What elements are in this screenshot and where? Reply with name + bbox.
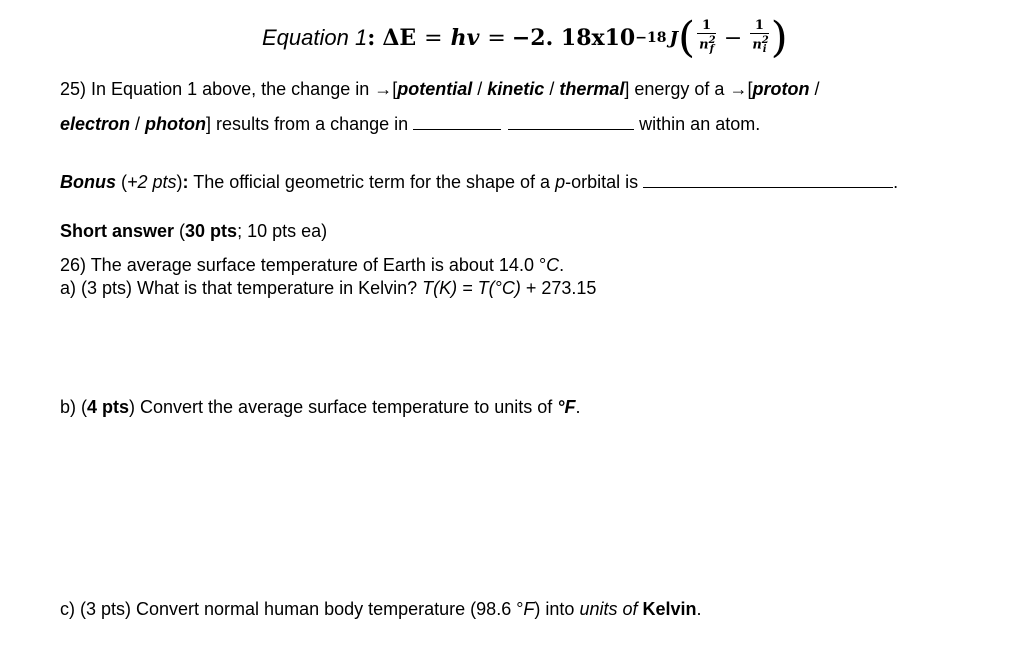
q26c-text: c) (3 pts) Convert normal human body temperature (98.6 ° xyxy=(60,599,524,619)
q26c-mid: ) into xyxy=(534,599,580,619)
equation-unit: J xyxy=(669,27,678,49)
q25-mid-text: energy of a xyxy=(629,79,730,99)
option-photon: photon xyxy=(145,114,207,134)
paren: ( xyxy=(116,172,127,192)
question-26c xyxy=(60,598,702,620)
bonus-text-2: -orbital is xyxy=(565,172,644,192)
bracket: [ xyxy=(747,79,753,99)
q26b-text: ) Convert the average surface temperature to units of xyxy=(129,397,558,417)
arrow-icon: → xyxy=(729,79,748,99)
equation-label: Equation 1 xyxy=(262,25,368,50)
equation-1 xyxy=(262,13,788,62)
separator: / xyxy=(130,114,146,134)
option-electron: electron xyxy=(60,114,131,134)
paren: ( xyxy=(174,221,186,241)
denominator-power: 2 xyxy=(708,35,716,47)
equation-coefficient: −2. 18x10 xyxy=(511,25,636,51)
denominator-subscript: f xyxy=(709,43,714,55)
bonus-colon: : xyxy=(182,172,189,192)
q25-prefix: 25) In Equation 1 above, the change in xyxy=(60,79,375,99)
fraction-denominator xyxy=(750,34,768,57)
q25-line2-end: within an atom. xyxy=(634,114,761,134)
question-26b xyxy=(60,396,580,418)
q26a-text: a) (3 pts) What is that temperature in Kelvin? xyxy=(60,278,423,298)
period: . xyxy=(559,255,565,275)
short-answer-heading xyxy=(60,220,327,242)
period: . xyxy=(893,172,899,192)
question-25-line-2 xyxy=(60,113,760,135)
equation-equals-1: = xyxy=(424,25,443,51)
denominator-subscript: i xyxy=(762,43,767,55)
q25-line2-text: results from a change in xyxy=(211,114,414,134)
short-answer-points-detail: ; 10 pts ea) xyxy=(237,221,328,241)
question-25-line-1 xyxy=(60,78,819,100)
bracket: ] xyxy=(624,79,630,99)
bonus-answer-blank[interactable] xyxy=(643,171,893,188)
bonus-question xyxy=(60,171,898,193)
units-of-text: units of xyxy=(579,599,638,619)
kelvin-formula-offset: + 273.15 xyxy=(520,278,597,298)
n-variable: n xyxy=(699,37,709,53)
equation-colon: : xyxy=(367,25,376,51)
option-kinetic: kinetic xyxy=(487,79,545,99)
question-26a xyxy=(60,277,596,299)
equation-equals-2: = xyxy=(487,25,506,51)
separator: / xyxy=(544,79,560,99)
bracket: ] xyxy=(206,114,212,134)
question-26-intro xyxy=(60,254,564,276)
period: . xyxy=(696,599,702,619)
equation-open-paren: ( xyxy=(677,13,696,62)
option-potential: potential xyxy=(397,79,473,99)
fraction-denominator xyxy=(697,34,716,57)
arrow-icon: → xyxy=(374,79,393,99)
option-proton: proton xyxy=(752,79,810,99)
equation-fraction-initial xyxy=(750,19,768,57)
celsius-unit: C xyxy=(546,255,560,275)
q26b-prefix: b) ( xyxy=(60,397,87,417)
equation-hv: hv xyxy=(450,25,480,51)
q26-intro-text: 26) The average surface temperature of Earth is about 14.0 ° xyxy=(60,255,547,275)
bracket: [ xyxy=(392,79,398,99)
denominator-power: 2 xyxy=(761,35,769,47)
answer-blank-1[interactable] xyxy=(413,113,501,130)
fraction-numerator: 1 xyxy=(754,18,764,34)
bonus-label: Bonus xyxy=(60,172,116,192)
separator: / xyxy=(472,79,488,99)
kelvin-unit: Kelvin xyxy=(642,599,697,619)
q26b-points: 4 pts xyxy=(87,397,130,417)
period: . xyxy=(575,397,581,417)
answer-blank-2[interactable] xyxy=(508,113,634,130)
kelvin-formula: T(K) = T(°C) xyxy=(422,278,521,298)
fahrenheit-unit: °F xyxy=(557,397,576,417)
n-variable: n xyxy=(752,37,762,53)
equation-minus: − xyxy=(723,25,743,51)
option-thermal: thermal xyxy=(559,79,625,99)
equation-close-paren: ) xyxy=(770,13,788,62)
paren: ) xyxy=(176,172,183,192)
bonus-points: +2 pts xyxy=(127,172,177,192)
short-answer-points: 30 pts xyxy=(185,221,238,241)
separator: / xyxy=(809,79,820,99)
p-orbital-letter: p xyxy=(555,172,566,192)
fahrenheit-unit: F xyxy=(523,599,535,619)
equation-fraction-final xyxy=(697,19,716,57)
equation-exponent: −18 xyxy=(635,30,667,46)
bonus-text: The official geometric term for the shape of a xyxy=(188,172,556,192)
equation-delta-e: ΔE xyxy=(382,25,417,51)
short-answer-title: Short answer xyxy=(60,221,175,241)
fraction-numerator: 1 xyxy=(702,18,712,34)
